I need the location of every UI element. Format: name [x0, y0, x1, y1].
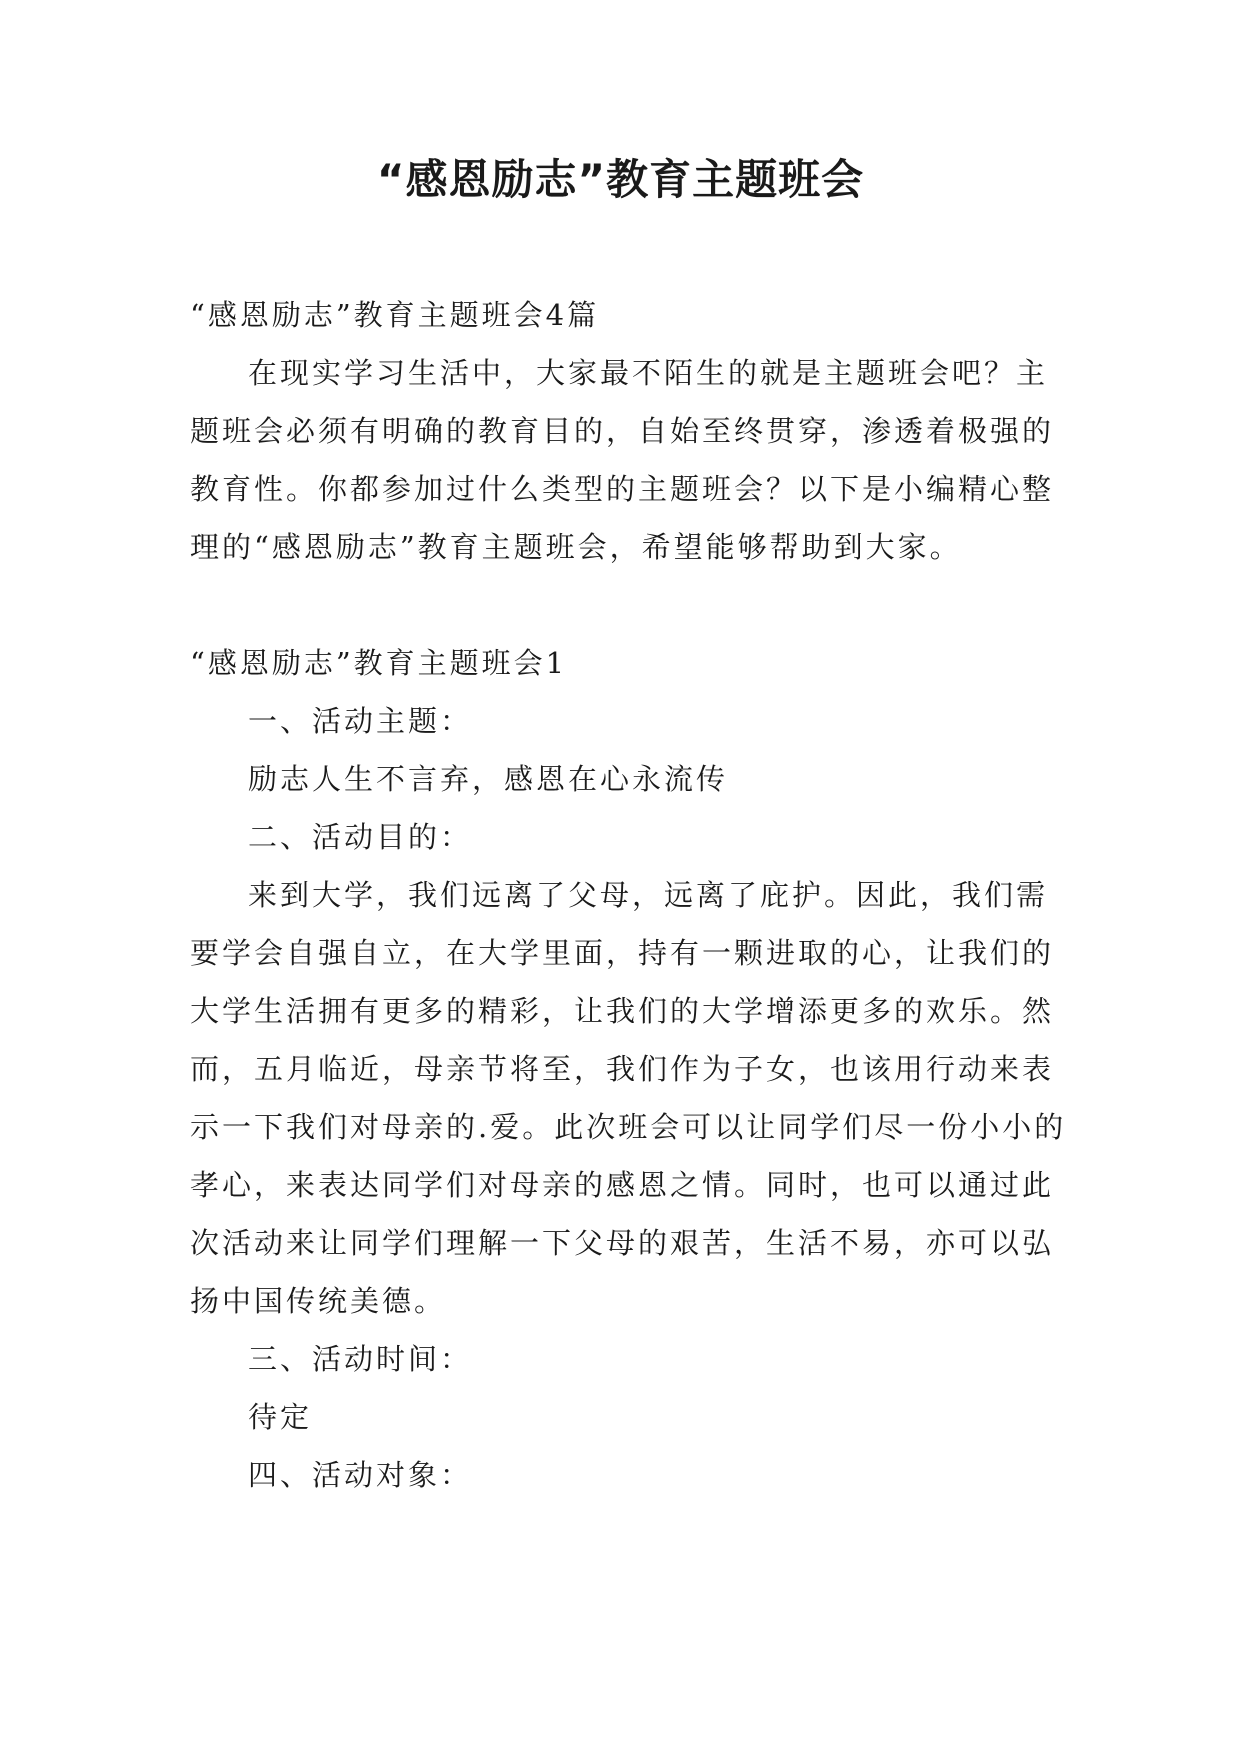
document-body: [190, 286, 1070, 1504]
intro-paragraph: 在现实学习生活中，大家最不陌生的就是主题班会吧？主题班会必须有明确的教育目的，自始至终贯穿，渗透着极强的教育性。你都参加过什么类型的主题班会？以下是小编精心整理的“感恩励志”教育主题班会，希望能够帮助到大家。: [190, 356, 1055, 564]
document-subtitle: “感恩励志”教育主题班会4篇: [190, 298, 600, 332]
paragraph-spacer: [190, 576, 1070, 634]
heading-activity-theme: 一、活动主题：: [248, 704, 473, 738]
activity-purpose-text: 来到大学，我们远离了父母，远离了庇护。因此，我们需要学会自强自立，在大学里面，持有一颗进取的心，让我们的大学生活拥有更多的精彩，让我们的大学增添更多的欢乐。然而，五月临近，母亲节将至，我们作为子女，也该用行动来表示一下我们对母亲的.爱。此次班会可以让同学们尽一份小小的孝心，来表达同学们对母亲的感恩之情。同时，也可以通过此次活动来让同学们理解一下父母的艰苦，生活不易，亦可以弘扬中国传统美德。: [190, 878, 1067, 1318]
heading-activity-audience: 四、活动对象：: [248, 1458, 473, 1492]
activity-time-text: 待定: [248, 1400, 313, 1434]
section-title: “感恩励志”教育主题班会1: [190, 646, 568, 680]
heading-activity-time: 三、活动时间：: [248, 1342, 473, 1376]
document-title: “感恩励志”教育主题班会: [376, 155, 865, 204]
activity-theme-text: 励志人生不言弃，感恩在心永流传: [248, 762, 729, 796]
heading-activity-purpose: 二、活动目的：: [248, 820, 473, 854]
